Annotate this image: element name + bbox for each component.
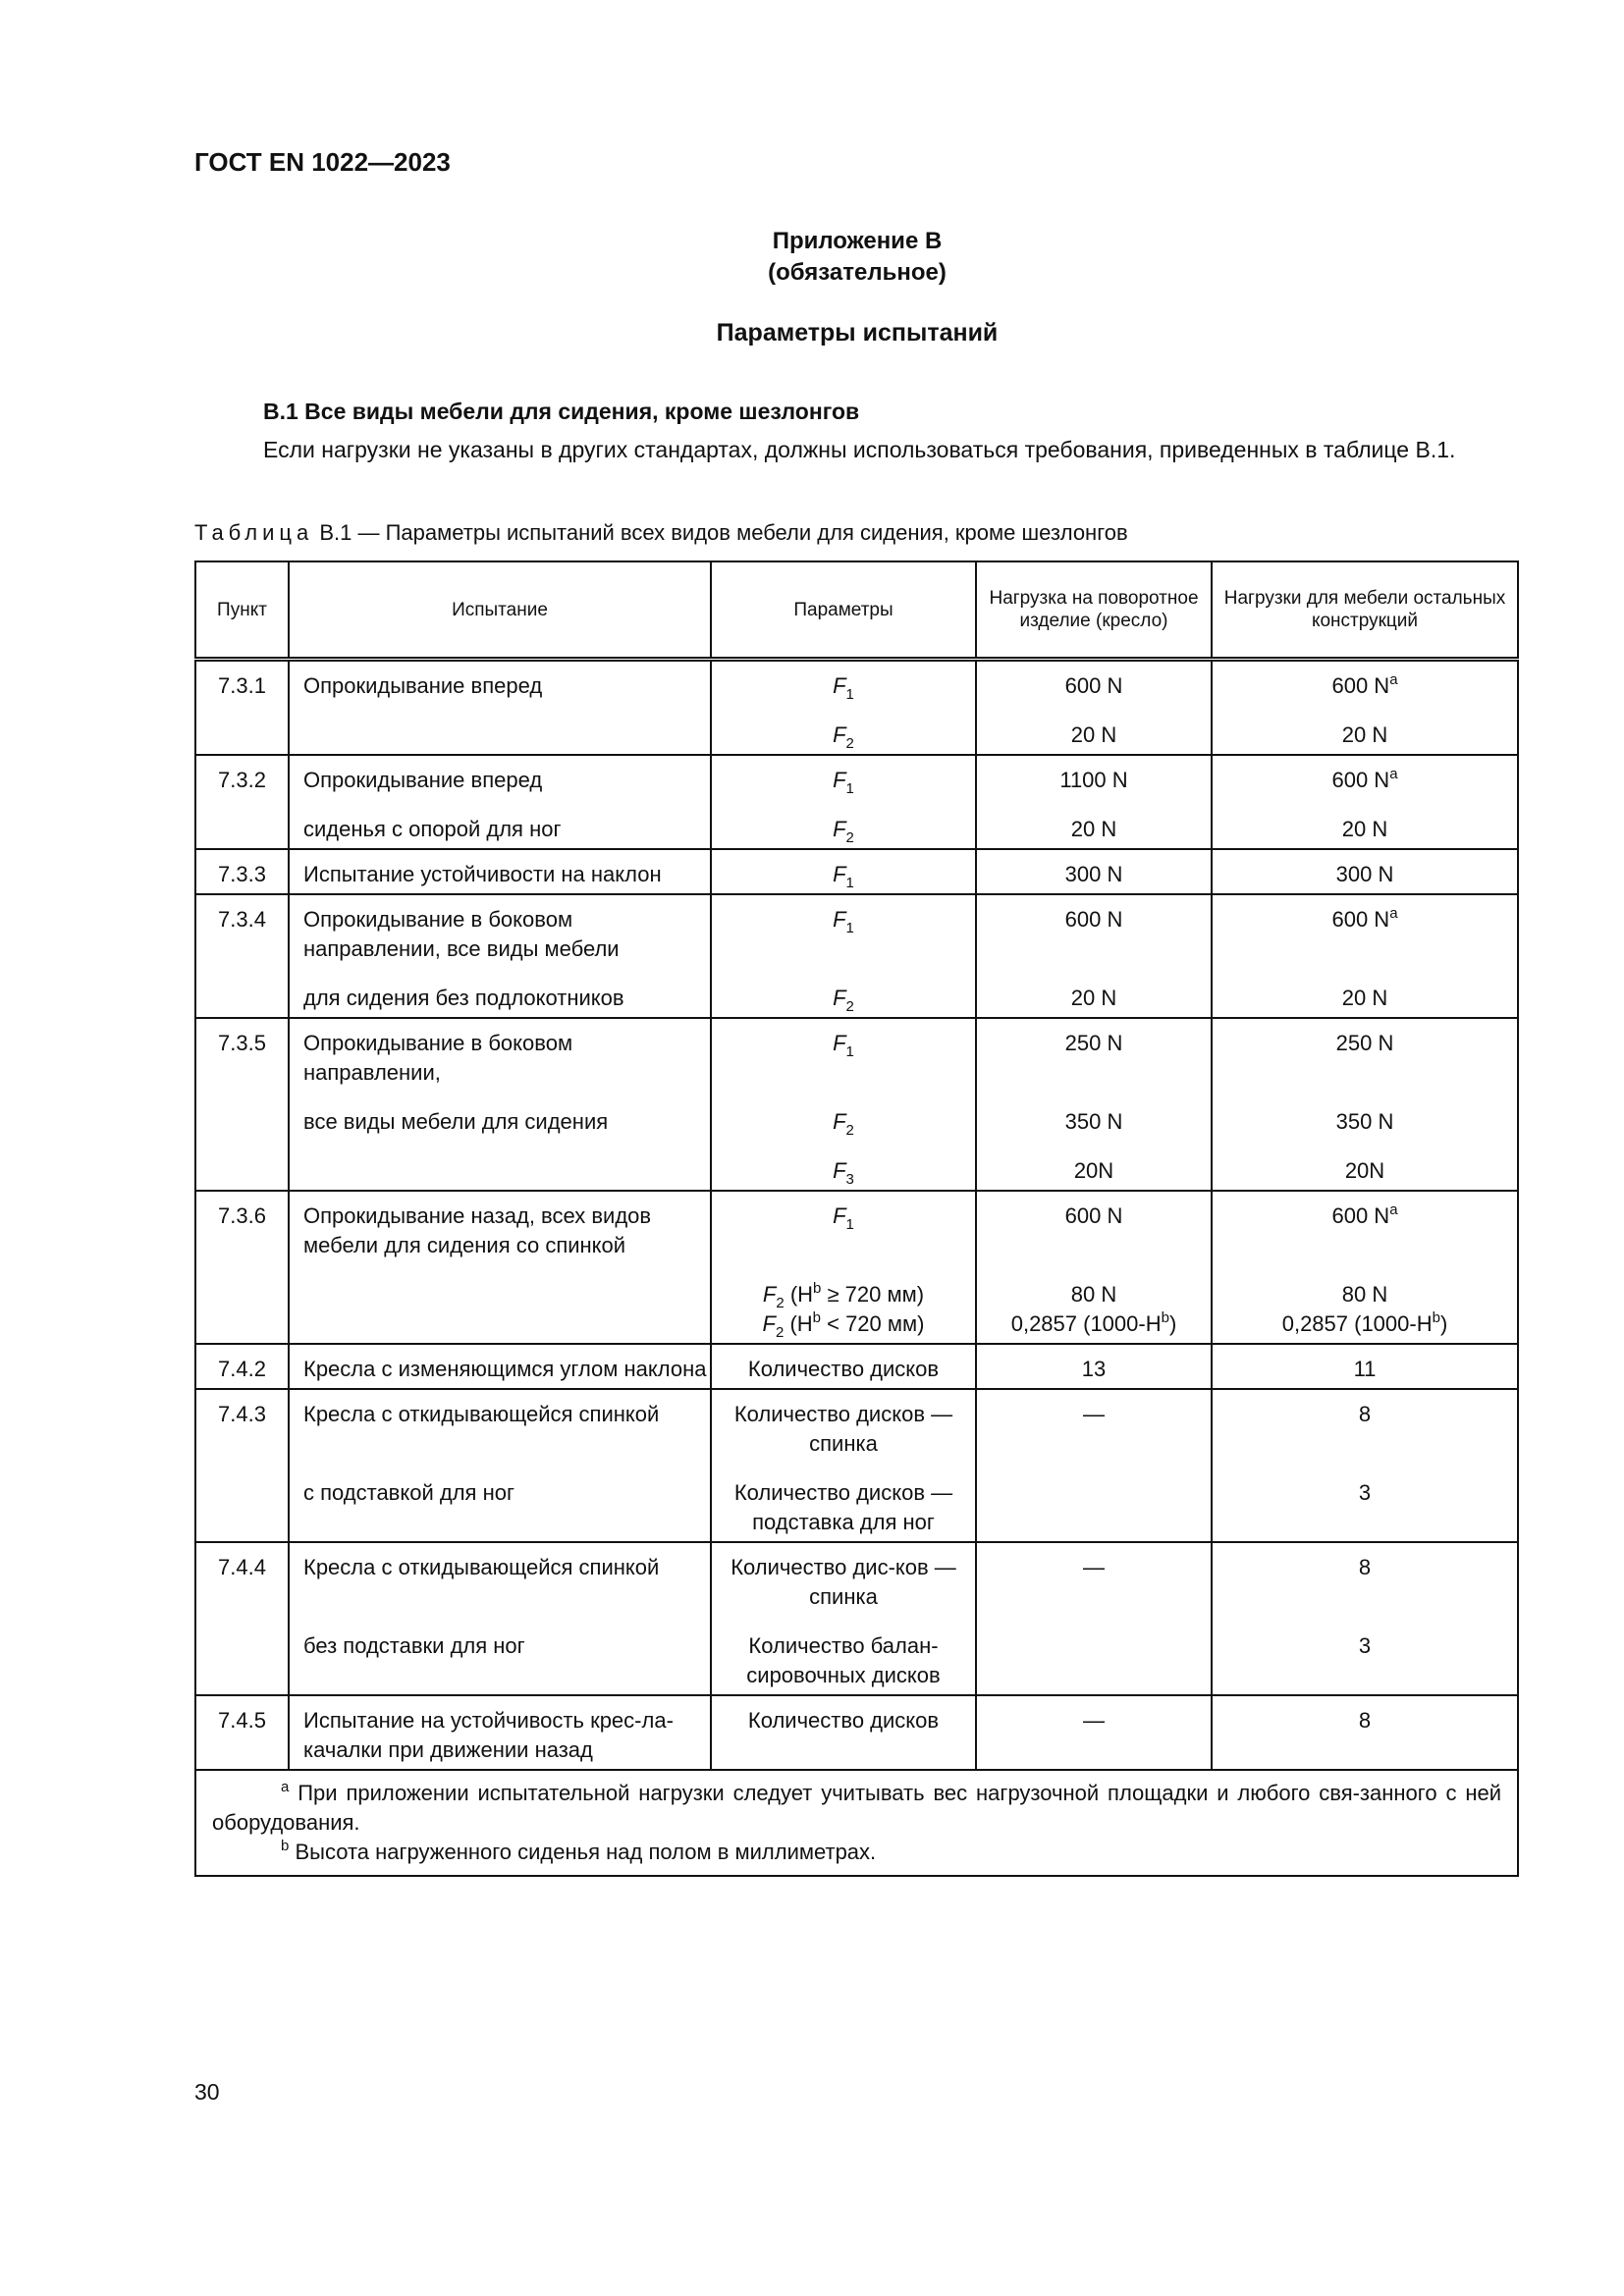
param-symbol: F: [833, 817, 846, 841]
param-value: Количество дисков: [747, 1708, 940, 1733]
formula-post: ): [1168, 1311, 1177, 1336]
param-value: [712, 721, 975, 750]
param-value: [712, 1029, 975, 1088]
test-name: [303, 721, 710, 750]
other-load: [1213, 1309, 1517, 1339]
test-cell: [289, 1018, 711, 1191]
swivel-load-cell: [976, 1018, 1212, 1191]
swivel-load-extra: [977, 1280, 1211, 1339]
param-value: Количество дис-ков — спинка: [731, 1555, 956, 1609]
col-header-swivel: Нагрузка на поворотное изделие (кресло): [976, 561, 1212, 660]
swivel-load-cell: [976, 1389, 1212, 1542]
param-value: Количество балан-сировочных дисков: [746, 1633, 941, 1687]
footnote-ref: a: [1389, 1201, 1398, 1218]
table-row: [195, 894, 1518, 1018]
param-symbol: F: [833, 907, 846, 932]
swivel-load-cell: [976, 849, 1212, 894]
param-line: [712, 1309, 975, 1339]
row-number: 7.3.4: [195, 894, 289, 1018]
param-subscript: 2: [845, 829, 854, 846]
other-load: [1213, 1029, 1517, 1088]
test-cell: [289, 1344, 711, 1389]
row-number: 7.4.2: [195, 1344, 289, 1389]
param-subscript: 2: [775, 1324, 785, 1341]
test-name: Опрокидывание вперед: [303, 768, 543, 792]
test-cell: [289, 755, 711, 849]
other-load: [1213, 1400, 1517, 1459]
table-row: [195, 1542, 1518, 1695]
other-load: [1213, 984, 1517, 1013]
other-load-value: 300 N: [1335, 862, 1394, 886]
table-header-row: [195, 561, 1518, 660]
test-cell: [289, 894, 711, 1018]
test-name: Опрокидывание назад, всех видов мебели для сидения со спинкой: [303, 1203, 652, 1257]
other-load-cell: [1212, 849, 1518, 894]
test-name: Испытание на устойчивость крес-ла-качалки при движении назад: [303, 1708, 674, 1762]
param-cond-pre: (H: [784, 1311, 813, 1336]
test-name: Испытание устойчивости на наклон: [303, 862, 662, 886]
other-load-value: 350 N: [1335, 1109, 1394, 1134]
footnote-ref: b: [1432, 1309, 1440, 1326]
table-caption: [194, 520, 1128, 546]
test-name: Кресла с изменяющимся углом наклона: [303, 1357, 707, 1381]
table-body: [195, 660, 1518, 1771]
param-cell: [711, 1542, 976, 1695]
table-row: [195, 755, 1518, 849]
swivel-load: 80 N: [1070, 1282, 1117, 1307]
param-subscript: 1: [845, 686, 854, 703]
other-load: [1213, 1553, 1517, 1612]
other-load-value: 20 N: [1341, 986, 1388, 1010]
other-load: [1213, 1201, 1517, 1260]
appendix-title: Приложение В: [772, 228, 943, 254]
other-load-value: 8: [1358, 1708, 1372, 1733]
footnote-a-text: При приложении испытательной нагрузки следует учитывать вес нагрузочной площадки и любого свя-занного с ней оборудования.: [212, 1781, 1501, 1835]
test-name: Опрокидывание в боковом направлении, все виды мебели: [303, 907, 620, 961]
param-cell: [711, 1695, 976, 1770]
row-number: 7.3.3: [195, 849, 289, 894]
param-subscript: 1: [845, 875, 854, 891]
subsection-title: В.1 Все виды мебели для сидения, кроме шезлонгов: [263, 399, 860, 424]
param-symbol: F: [833, 862, 846, 886]
footnote-ref: b: [812, 1309, 821, 1326]
param-line: [712, 1280, 975, 1309]
test-cell: [289, 1191, 711, 1344]
row-number: 7.3.2: [195, 755, 289, 849]
swivel-load: 20 N: [1070, 817, 1117, 841]
other-load: [1213, 905, 1517, 964]
formula-pre: 0,2857 (1000-H: [1010, 1311, 1162, 1336]
param-symbol: F: [833, 1109, 846, 1134]
swivel-load: 600 N: [1064, 673, 1123, 698]
swivel-load: [977, 1478, 1211, 1537]
other-load-cell: [1212, 1344, 1518, 1389]
other-load-value: 20 N: [1341, 817, 1388, 841]
other-load-value: 8: [1358, 1402, 1372, 1426]
swivel-load-cell: [976, 1695, 1212, 1770]
test-name: без подставки для ног: [303, 1633, 525, 1658]
param-cell: [711, 660, 976, 756]
row-number: 7.3.5: [195, 1018, 289, 1191]
row-number: 7.3.1: [195, 660, 289, 756]
col-header-params: Параметры: [711, 561, 976, 660]
other-load: [1213, 721, 1517, 750]
param-symbol: F: [833, 1031, 846, 1055]
swivel-load: 13: [1081, 1357, 1107, 1381]
test-cell: [289, 660, 711, 756]
swivel-load-cell: [976, 1344, 1212, 1389]
other-load-value: 600 N: [1331, 907, 1390, 932]
param-value-extra: [712, 1280, 975, 1339]
other-load: [1213, 671, 1517, 701]
table-notes: [195, 1770, 1518, 1876]
footnote-ref: a: [1389, 905, 1398, 922]
table-row: [195, 1389, 1518, 1542]
test-name: Опрокидывание вперед: [303, 673, 543, 698]
param-cond-pre: (H: [784, 1282, 814, 1307]
swivel-load-cell: [976, 1542, 1212, 1695]
other-load-value: 600 N: [1331, 768, 1390, 792]
param-value: [712, 1201, 975, 1260]
row-number: 7.3.6: [195, 1191, 289, 1344]
row-number: 7.4.5: [195, 1695, 289, 1770]
other-load-cell: [1212, 660, 1518, 756]
appendix-status: (обязательное): [768, 259, 947, 286]
formula-post: ): [1439, 1311, 1448, 1336]
caption-text: В.1 — Параметры испытаний всех видов мебели для сидения, кроме шезлонгов: [313, 520, 1128, 545]
param-cell: [711, 1018, 976, 1191]
swivel-load-cell: [976, 894, 1212, 1018]
param-subscript: 1: [845, 920, 854, 936]
col-header-other: Нагрузки для мебели остальных конструкций: [1212, 561, 1518, 660]
swivel-load: 20 N: [1070, 722, 1117, 747]
table-row: [195, 1018, 1518, 1191]
swivel-load: 350 N: [1064, 1109, 1123, 1134]
test-cell: [289, 1542, 711, 1695]
other-load-value: 11: [1353, 1357, 1377, 1381]
test-cell: [289, 1695, 711, 1770]
col-header-num: Пункт: [195, 561, 289, 660]
appendix-heading: [194, 226, 1520, 289]
other-load-value: 600 N: [1331, 1203, 1390, 1228]
table-row: [195, 849, 1518, 894]
param-value: [712, 905, 975, 964]
test-parameters-table: [194, 561, 1519, 1877]
param-symbol: F: [833, 986, 846, 1010]
other-load-extra: [1213, 1280, 1517, 1339]
swivel-load: [977, 1631, 1211, 1690]
swivel-load: 1100 N: [1059, 768, 1128, 792]
param-value: Количество дисков — спинка: [733, 1402, 953, 1456]
other-load-value: 20N: [1344, 1158, 1385, 1183]
footnote-b: [212, 1838, 1501, 1867]
swivel-load: [977, 1309, 1211, 1339]
param-subscript: 1: [845, 1216, 854, 1233]
swivel-load: —: [1083, 1402, 1105, 1426]
document-header: ГОСТ EN 1022—2023: [194, 147, 451, 177]
param-value: Количество дисков: [747, 1357, 940, 1381]
other-load-cell: [1212, 1695, 1518, 1770]
param-cell: [711, 755, 976, 849]
other-load: [1213, 1478, 1517, 1537]
param-cell: [711, 1389, 976, 1542]
other-load-value: 600 N: [1331, 673, 1390, 698]
swivel-load: 300 N: [1064, 862, 1123, 886]
caption-prefix: Таблица: [194, 520, 314, 545]
swivel-load: 250 N: [1064, 1031, 1123, 1055]
param-symbol: F: [833, 673, 846, 698]
param-value: [712, 815, 975, 844]
other-load-value: 250 N: [1335, 1031, 1394, 1055]
footnote-ref: a: [1389, 766, 1398, 782]
test-name: для сидения без подлокотников: [303, 986, 624, 1010]
param-symbol: F: [833, 1158, 846, 1183]
param-cond-post: < 720 мм): [821, 1311, 925, 1336]
swivel-load: 600 N: [1064, 1203, 1123, 1228]
other-load-cell: [1212, 1542, 1518, 1695]
other-load-value: 20 N: [1341, 722, 1388, 747]
test-name: сиденья с опорой для ног: [303, 817, 562, 841]
footnote-a: [212, 1779, 1501, 1838]
param-cell: [711, 1344, 976, 1389]
row-number: 7.4.3: [195, 1389, 289, 1542]
param-value: [712, 1107, 975, 1137]
table-row: [195, 660, 1518, 756]
other-load: [1213, 1107, 1517, 1137]
param-value: [712, 671, 975, 701]
footnote-b-mark: b: [281, 1838, 290, 1854]
other-load: [1213, 1631, 1517, 1690]
other-load-value: 8: [1358, 1555, 1372, 1579]
swivel-load: 600 N: [1064, 907, 1123, 932]
param-value: [712, 860, 975, 889]
swivel-load: —: [1083, 1708, 1105, 1733]
param-subscript: 2: [845, 998, 854, 1015]
test-name: с подставкой для ног: [303, 1480, 514, 1505]
other-load: [1213, 1355, 1517, 1384]
other-load-cell: [1212, 894, 1518, 1018]
param-subscript: 2: [845, 1122, 854, 1139]
swivel-load: —: [1083, 1555, 1105, 1579]
other-load: [1213, 1706, 1517, 1765]
test-cell: [289, 1389, 711, 1542]
param-cond-post: ≥ 720 мм): [821, 1282, 925, 1307]
param-subscript: 2: [845, 735, 854, 752]
param-subscript: 3: [845, 1171, 854, 1188]
row-number: 7.4.4: [195, 1542, 289, 1695]
param-value: Количество дисков — подставка для ног: [733, 1480, 953, 1534]
test-name: все виды мебели для сидения: [303, 1109, 609, 1134]
section-title: Параметры испытаний: [716, 319, 999, 347]
other-load-cell: [1212, 755, 1518, 849]
param-symbol: F: [762, 1311, 776, 1336]
formula-pre: 0,2857 (1000-H: [1281, 1311, 1433, 1336]
col-header-test: Испытание: [289, 561, 711, 660]
other-load: [1213, 1156, 1517, 1186]
table-row: [195, 1344, 1518, 1389]
param-symbol: F: [833, 1203, 846, 1228]
param-cell: [711, 849, 976, 894]
other-load-cell: [1212, 1191, 1518, 1344]
param-cell: [711, 1191, 976, 1344]
other-load: [1213, 860, 1517, 889]
footnote-ref: b: [1161, 1309, 1169, 1326]
swivel-load: 20 N: [1070, 986, 1117, 1010]
param-symbol: F: [762, 1282, 777, 1307]
param-value: [712, 984, 975, 1013]
swivel-load-cell: [976, 1191, 1212, 1344]
footnote-b-text: Высота нагруженного сиденья над полом в миллиметрах.: [289, 1840, 877, 1864]
footnote-a-mark: a: [281, 1779, 290, 1795]
swivel-load-cell: [976, 755, 1212, 849]
other-load: [1213, 815, 1517, 844]
table-row: [195, 1695, 1518, 1770]
other-load: 80 N: [1341, 1282, 1388, 1307]
other-load-cell: [1212, 1389, 1518, 1542]
other-load: [1213, 766, 1517, 795]
swivel-load: 20N: [1073, 1158, 1114, 1183]
test-cell: [289, 849, 711, 894]
test-name: Опрокидывание в боковом направлении,: [303, 1031, 573, 1085]
param-symbol: F: [833, 722, 846, 747]
param-subscript: 1: [845, 1043, 854, 1060]
param-value: [712, 766, 975, 795]
test-name: [303, 1156, 710, 1186]
footnote-ref: a: [1389, 671, 1398, 688]
table-notes-row: [195, 1770, 1518, 1876]
param-symbol: F: [833, 768, 846, 792]
param-value: [712, 1156, 975, 1186]
param-subscript: 2: [776, 1295, 785, 1311]
footnote-ref: b: [813, 1280, 822, 1297]
swivel-load-cell: [976, 660, 1212, 756]
param-subscript: 1: [845, 780, 854, 797]
test-name: Кресла с откидывающейся спинкой: [303, 1402, 660, 1426]
other-load-value: 3: [1358, 1633, 1372, 1658]
other-load-cell: [1212, 1018, 1518, 1191]
body-paragraph: Если нагрузки не указаны в других стандартах, должны использоваться требования, приведенных в таблице В.1.: [263, 437, 1456, 462]
test-name: Кресла с откидывающейся спинкой: [303, 1555, 660, 1579]
page-number: 30: [194, 2079, 220, 2105]
param-cell: [711, 894, 976, 1018]
other-load-value: 3: [1358, 1480, 1372, 1505]
table-row: [195, 1191, 1518, 1344]
